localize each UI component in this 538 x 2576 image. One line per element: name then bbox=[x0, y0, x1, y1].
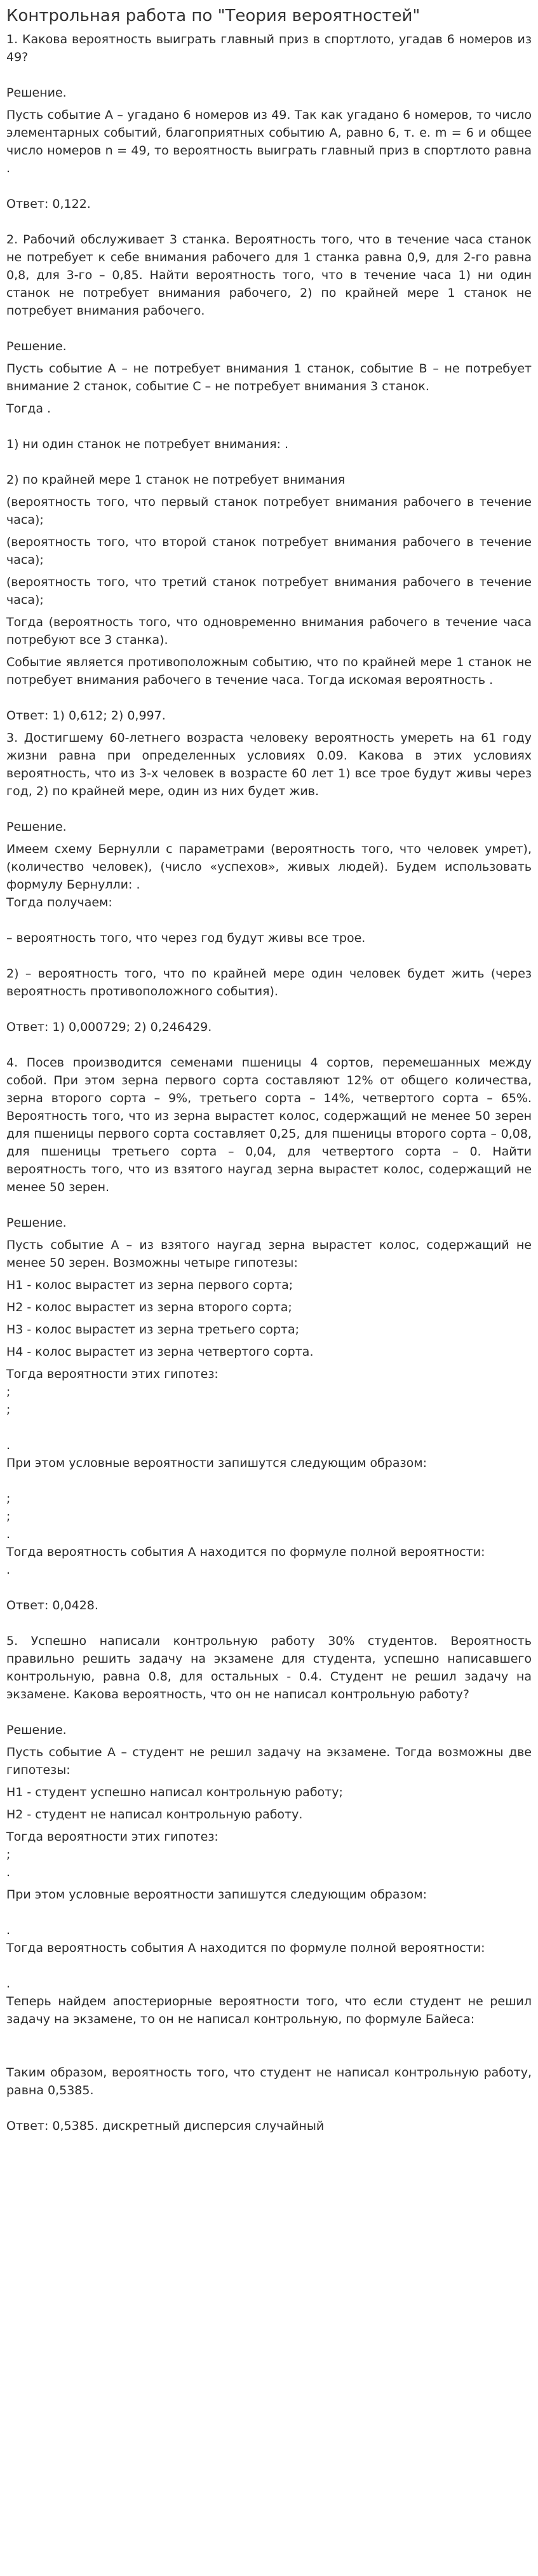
task4-formula-1: ; bbox=[6, 1385, 11, 1399]
task3-answer: Ответ: 1) 0,000729; 2) 0,246429. bbox=[6, 1020, 212, 1034]
task2-solution-heading: Решение. bbox=[6, 339, 67, 353]
task5-hypothesis-2: Н2 - студент не написал контрольную работу. bbox=[6, 1808, 303, 1822]
task1-solution-heading: Решение. bbox=[6, 86, 67, 100]
task4-formula-7: . bbox=[6, 1563, 11, 1577]
page-title: Контрольная работа по "Теория вероятностей" bbox=[6, 6, 420, 25]
task2-machine1: (вероятность того, что первый станок потребует внимания рабочего в течение часа); bbox=[6, 495, 532, 527]
task2-machine3: (вероятность того, что третий станок потребует внимания рабочего в течение часа); bbox=[6, 575, 532, 607]
task2-all-three: Тогда (вероятность того, что одновременно внимания рабочего в течение часа потребуют все 3 станка). bbox=[6, 615, 532, 647]
task4-formula-2: ; bbox=[6, 1403, 11, 1417]
task5-conditional-heading: При этом условные вероятности запишутся следующим образом: bbox=[6, 1888, 427, 1902]
task4-hypothesis-1: Н1 - колос вырастет из зерна первого сорта; bbox=[6, 1278, 293, 1292]
task2-part1: 1) ни один станок не потребует внимания: . bbox=[6, 437, 289, 451]
task4-formula-6: . bbox=[6, 1527, 11, 1541]
task3-solution-heading: Решение. bbox=[6, 820, 67, 834]
task5-answer: Ответ: 0,5385. дискретный дисперсия случайный bbox=[6, 2119, 325, 2133]
task5-prob-heading: Тогда вероятности этих гипотез: bbox=[6, 1830, 219, 1844]
task1-answer: Ответ: 0,122. bbox=[6, 197, 91, 211]
task5-hypothesis-1: Н1 - студент успешно написал контрольную работу; bbox=[6, 1785, 343, 1799]
task1-solution-text: Пусть событие А – угадано 6 номеров из 49. Так как угадано 6 номеров, то число элементарных событий, благоприятных событию А, равно 6, т. е. m = 6 и общее число номеров n = 49, то вероятность выиграть главный приз в спортлото равна . bbox=[6, 108, 532, 175]
task4-question: 4. Посев производится семенами пшеницы 4 сортов, перемешанных между собой. При этом зерна первого сорта составляют 12% от общего количества, зерна второго сорта – 9%, третьего сорта – 14%, четвертого сорта – 65%. Вероятность того, что из зерна вырастет колос, содержащий не менее 50 зерен для пшеницы первого сорта составляет 0,25, для пшеницы второго сорта – 0,08, для пшеницы третьего сорта – 0,04, для четвертого сорта – 0. Найти вероятность того, что из взятого наугад зерна вырастет колос, содержащий не менее 50 зерен. bbox=[6, 1056, 532, 1194]
task3-question: 3. Достигшему 60-летнего возраста человеку вероятность умереть на 61 году жизни равна при определенных условиях 0.09. Какова в этих условиях вероятность, что из 3-х человек в возрасте 60 лет 1) все трое будут живы через год, 2) по крайней мере, один из них будет жив. bbox=[6, 731, 532, 798]
task5-solution-text: Пусть событие А – студент не решил задачу на экзамене. Тогда возможны две гипотезы: bbox=[6, 1745, 532, 1777]
task4-answer: Ответ: 0,0428. bbox=[6, 1598, 98, 1612]
task3-then: Тогда получаем: bbox=[6, 896, 112, 910]
task5-question: 5. Успешно написали контрольную работу 30% студентов. Вероятность правильно решить задачу на экзамене для студента, успешно написавшего контрольную, равна 0.8, для остальных - 0.4. Студент не решил задачу на экзамене. Какова вероятность, что он не написал контрольную работу? bbox=[6, 1634, 532, 1701]
task4-hypothesis-4: Н4 - колос вырастет из зерна четвертого сорта. bbox=[6, 1345, 314, 1359]
task4-conditional-heading: При этом условные вероятности запишутся следующим образом: bbox=[6, 1456, 427, 1470]
task4-total-prob: Тогда вероятность события А находится по формуле полной вероятности: bbox=[6, 1545, 485, 1559]
task2-then: Тогда . bbox=[6, 402, 51, 416]
task2-part2: 2) по крайней мере 1 станок не потребует внимания bbox=[6, 473, 346, 487]
task3-part2: 2) – вероятность того, что по крайней мере один человек будет жить (через вероятность противоположного события). bbox=[6, 967, 532, 998]
task1-question: 1. Какова вероятность выиграть главный приз в спортлото, угадав 6 номеров из 49? bbox=[6, 32, 532, 64]
task3-solution-text: Имеем схему Бернулли с параметрами (вероятность того, что человек умрет), (количество человек), (число «успехов», живых людей). Будем использовать формулу Бернулли: . bbox=[6, 842, 532, 892]
task4-formula-3: . bbox=[6, 1438, 11, 1452]
task2-solution-text: Пусть событие А – не потребует внимания 1 станок, событие В – не потребует внимание 2 станок, событие С – не потребует внимания 3 станок. bbox=[6, 362, 532, 393]
task2-answer: Ответ: 1) 0,612; 2) 0,997. bbox=[6, 709, 166, 723]
task5-formula-2: . bbox=[6, 1865, 11, 1879]
task2-question: 2. Рабочий обслуживает 3 станка. Вероятность того, что в течение часа станок не потребует к себе внимания рабочего для 1 станка равна 0,9, для 2-го равна 0,8, для 3-го – 0,85. Найти вероятность того, что в течение часа 1) ни один станок не потребует внимания рабочего, 2) по крайней мере 1 станок не потребует внимания рабочего. bbox=[6, 233, 532, 318]
task4-solution-text: Пусть событие А – из взятого наугад зерна вырастет колос, содержащий не менее 50 зерен. Возможны четыре гипотезы: bbox=[6, 1238, 532, 1270]
task5-solution-heading: Решение. bbox=[6, 1723, 67, 1737]
task5-total-prob: Тогда вероятность события А находится по формуле полной вероятности: bbox=[6, 1941, 485, 1955]
task4-prob-heading: Тогда вероятности этих гипотез: bbox=[6, 1367, 219, 1381]
task4-formula-4: ; bbox=[6, 1492, 11, 1506]
task5-bayes: Теперь найдем апостериорные вероятности того, что если студент не решил задачу на экзамене, то он не написал контрольную, по формуле Байеса: bbox=[6, 1994, 532, 2026]
task5-formula-1: ; bbox=[6, 1848, 11, 1862]
task5-formula-3: . bbox=[6, 1923, 11, 1937]
task2-machine2: (вероятность того, что второй станок потребует внимания рабочего в течение часа); bbox=[6, 535, 532, 567]
task4-hypothesis-2: Н2 - колос вырастет из зерна второго сорта; bbox=[6, 1300, 292, 1314]
task4-solution-heading: Решение. bbox=[6, 1216, 67, 1230]
task4-hypothesis-3: Н3 - колос вырастет из зерна третьего сорта; bbox=[6, 1323, 299, 1337]
task4-formula-5: ; bbox=[6, 1509, 11, 1523]
task5-formula-4: . bbox=[6, 1977, 11, 1991]
task3-part1: – вероятность того, что через год будут живы все трое. bbox=[6, 931, 366, 945]
task2-opposite: Событие является противоположным событию, что по крайней мере 1 станок не потребует внимания рабочего в течение часа. Тогда искомая вероятность . bbox=[6, 655, 532, 687]
task5-conclusion: Таким образом, вероятность того, что студент не написал контрольную работу, равна 0,5385. bbox=[6, 2066, 532, 2097]
